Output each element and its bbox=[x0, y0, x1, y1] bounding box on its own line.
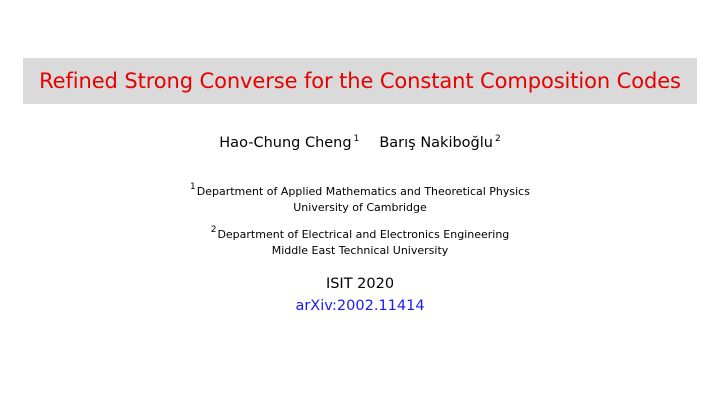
title-bar bbox=[23, 58, 697, 104]
affiliation-department-text: Department of Electrical and Electronics Engineering bbox=[217, 228, 510, 241]
affiliation-department bbox=[0, 222, 720, 243]
affiliation-metu bbox=[0, 222, 720, 259]
author-list bbox=[0, 134, 720, 151]
author-nakiboglu bbox=[379, 134, 500, 151]
affiliation-department bbox=[0, 179, 720, 200]
affiliation-institution: University of Cambridge bbox=[293, 201, 427, 214]
affiliation-department-text: Department of Applied Mathematics and Theoretical Physics bbox=[196, 185, 530, 198]
author-name: Hao-Chung Cheng bbox=[219, 135, 352, 151]
author-cheng bbox=[219, 134, 359, 151]
author-affiliation-mark: 1 bbox=[353, 134, 360, 144]
arxiv-reference bbox=[0, 298, 720, 314]
conference-venue: ISIT 2020 bbox=[325, 276, 395, 292]
author-name: Barış Nakiboğlu bbox=[379, 135, 493, 151]
author-affiliation-mark: 2 bbox=[494, 134, 501, 144]
affiliation-mark: 2 bbox=[210, 225, 217, 235]
affiliation-institution: Middle East Technical University bbox=[271, 244, 449, 257]
affiliation-mark: 1 bbox=[190, 182, 196, 192]
arxiv-link[interactable]: arXiv:2002.11414 bbox=[295, 298, 425, 314]
presentation-title: Refined Strong Converse for the Constant Composition Codes bbox=[39, 69, 681, 93]
affiliation-cambridge bbox=[0, 179, 720, 216]
